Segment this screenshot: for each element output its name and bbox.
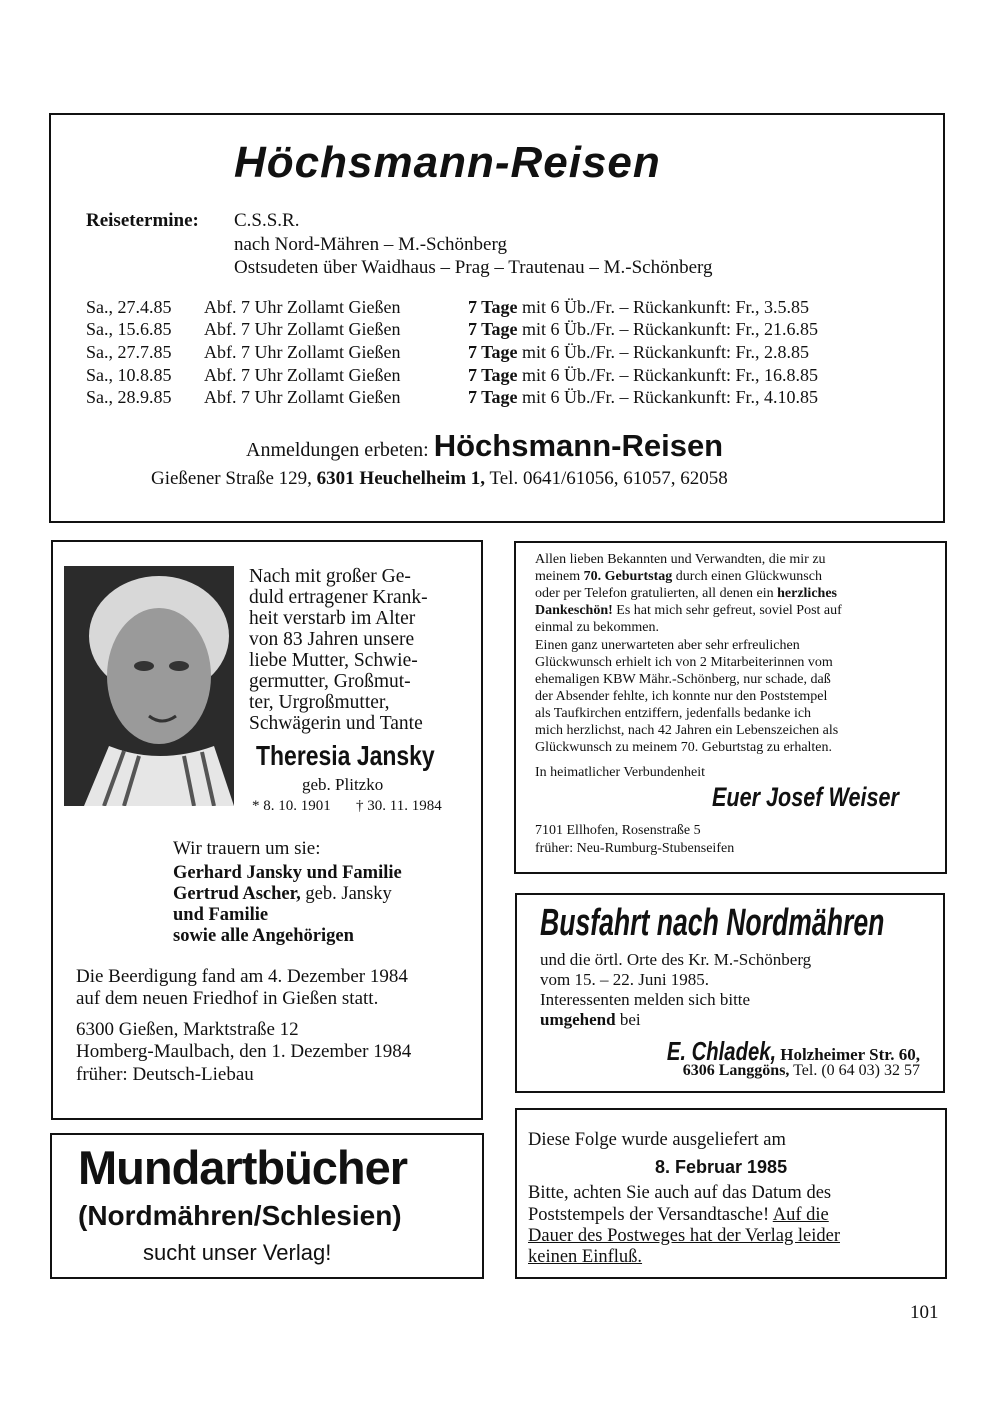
trip-duration-cell — [468, 386, 818, 409]
thanks-former-address: früher: Neu-Rumburg-Stubenseifen — [535, 841, 735, 856]
travel-dates-label: Reisetermine: — [86, 210, 199, 231]
trip-row — [86, 319, 818, 342]
route-line: C.S.S.R. — [234, 210, 300, 231]
death-date: † 30. 11. 1984 — [356, 798, 442, 814]
bus-contact-city — [683, 1062, 920, 1080]
obituary-text-line: duld ertragener Krank- — [249, 587, 428, 608]
trip-details: mit 6 Üb./Fr. – Rückankunft: Fr., 4.10.85 — [522, 387, 819, 408]
thanks-line: einmal zu bekommen. — [535, 620, 660, 635]
obituary-text-line: Nach mit großer Ge- — [249, 566, 411, 587]
mourner: sowie alle Angehörigen — [173, 926, 354, 946]
trip-row — [86, 341, 818, 364]
contact-name: E. Chladek, — [666, 1036, 776, 1066]
trip-duration-cell — [468, 364, 818, 387]
trip-date: Sa., 28.9.85 — [86, 387, 172, 408]
trip-date: Sa., 27.7.85 — [86, 341, 172, 362]
book-ad-subtitle: (Nordmähren/Schlesien) — [78, 1200, 402, 1231]
bus-line: Interessenten melden sich bitte — [540, 990, 751, 1009]
contact-phone: Tel. (0 64 03) 32 57 — [793, 1062, 920, 1079]
obituary-text-line: ter, Urgroßmutter, — [249, 692, 390, 713]
book-ad-title: Mundartbücher — [78, 1141, 408, 1194]
delivery-line-text: Poststempels der Versandtasche! — [528, 1205, 770, 1225]
delivery-line-underlined: Auf die — [772, 1205, 829, 1225]
trip-duration: 7 Tage — [468, 364, 518, 385]
trip-row — [86, 296, 818, 319]
thanks-line: Glückwunsch zu meinem 70. Geburtstag zu erhalten. — [535, 740, 833, 755]
registration-line — [246, 428, 723, 464]
deceased-name: Theresia Jansky — [256, 740, 435, 771]
obituary-text-line: germutter, Großmut- — [249, 671, 411, 692]
thanks-line: Glückwunsch erhielt ich von 2 Mitarbeiterinnen vom — [535, 655, 833, 670]
maiden-name: geb. Plitzko — [302, 775, 384, 794]
delivery-line: keinen Einfluß. — [528, 1247, 643, 1267]
page-number: 101 — [910, 1302, 939, 1323]
thanks-line: als Taufkirchen entziffern, jedenfalls bedanke ich — [535, 706, 812, 721]
address-street: Gießener Straße 129, — [151, 468, 312, 489]
thanks-closing: In heimatlicher Verbundenheit — [535, 765, 706, 780]
trip-details: mit 6 Üb./Fr. – Rückankunft: Fr., 2.8.85 — [522, 341, 810, 362]
trip-departure: Abf. 7 Uhr Zollamt Gießen — [204, 319, 401, 340]
delivery-line: Bitte, achten Sie auch auf das Datum des — [528, 1183, 832, 1203]
thanks-line: ehemaligen KBW Mähr.-Schönberg, nur schade, daß — [535, 672, 831, 687]
thanks-line: mich herzlichst, nach 42 Jahren ein Lebenszeichen als — [535, 723, 839, 738]
delivery-date: 8. Februar 1985 — [655, 1157, 788, 1177]
thanks-signature: Euer Josef Weiser — [712, 782, 899, 812]
portrait-photo — [64, 566, 234, 806]
birth-date: * 8. 10. 1901 — [252, 798, 331, 814]
mourner: Gerhard Jansky und Familie — [173, 863, 402, 883]
contact-city: 6306 Langgöns, — [682, 1062, 790, 1079]
trip-departure: Abf. 7 Uhr Zollamt Gießen — [204, 296, 401, 317]
address-phone: Tel. 0641/61056, 61057, 62058 — [489, 468, 728, 489]
thanks-line: meinem 70. Geburtstag durch einen Glückwunsch — [535, 569, 822, 584]
trip-duration: 7 Tage — [468, 341, 518, 362]
bus-line: und die örtl. Orte des Kr. M.-Schönberg — [540, 950, 812, 969]
trip-duration: 7 Tage — [468, 319, 518, 340]
obituary-text-line: Schwägerin und Tante — [249, 713, 423, 734]
trip-row — [86, 364, 818, 387]
travel-address — [151, 468, 728, 490]
bus-line — [540, 1010, 641, 1030]
trip-date: Sa., 10.8.85 — [86, 364, 172, 385]
trip-date: Sa., 15.6.85 — [86, 319, 172, 340]
obituary-address: 6300 Gießen, Marktstraße 12 — [76, 1019, 299, 1040]
thanks-line: Dankeschön! Es hat mich sehr gefreut, soviel Post auf — [535, 603, 842, 618]
bus-trip-title: Busfahrt nach Nordmähren — [540, 902, 885, 944]
bus-urgent: umgehend — [540, 1010, 616, 1029]
bus-urgent-suffix: bei — [619, 1010, 641, 1029]
route-line: nach Nord-Mähren – M.-Schönberg — [234, 234, 507, 255]
thanks-line: Einen ganz unerwarteten aber sehr erfreulichen — [535, 638, 800, 653]
book-ad-tagline: sucht unser Verlag! — [143, 1240, 332, 1265]
obituary-text-line: liebe Mutter, Schwie- — [249, 650, 418, 671]
trip-duration: 7 Tage — [468, 387, 518, 408]
delivery-line: Dauer des Postweges hat der Verlag leider — [528, 1226, 840, 1246]
delivery-line: Diese Folge wurde ausgeliefert am — [528, 1130, 786, 1150]
funeral-line: Die Beerdigung fand am 4. Dezember 1984 — [76, 966, 408, 987]
address-city: 6301 Heuchelheim 1, — [316, 468, 486, 489]
trip-duration-cell — [468, 341, 818, 364]
travel-ad-title: Höchsmann-Reisen — [234, 138, 661, 187]
obituary-text-line: heit verstarb im Alter — [249, 608, 416, 629]
registration-label: Anmeldungen erbeten: — [246, 439, 429, 461]
mourner: Gertrud Ascher, geb. Jansky — [173, 884, 392, 904]
mourner: und Familie — [173, 905, 269, 925]
thanks-line: oder per Telefon gratulierten, all denen ein herzliches — [535, 586, 837, 601]
thanks-line: der Absender fehlte, ich konnte nur den Poststempel — [535, 689, 828, 704]
registration-brand: Höchsmann-Reisen — [433, 428, 724, 463]
obituary-text-line: von 83 Jahren unsere — [249, 629, 415, 650]
funeral-line: auf dem neuen Friedhof in Gießen statt. — [76, 988, 379, 1009]
trip-details: mit 6 Üb./Fr. – Rückankunft: Fr., 21.6.85 — [522, 319, 819, 340]
trip-departure: Abf. 7 Uhr Zollamt Gießen — [204, 387, 401, 408]
trip-schedule — [86, 296, 818, 409]
obituary-address: Homberg-Maulbach, den 1. Dezember 1984 — [76, 1041, 412, 1062]
thanks-line: Allen lieben Bekannten und Verwandten, die mir zu — [535, 552, 826, 567]
trip-details: mit 6 Üb./Fr. – Rückankunft: Fr., 3.5.85 — [522, 296, 810, 317]
trip-duration-cell — [468, 319, 818, 342]
route-line: Ostsudeten über Waidhaus – Prag – Trautenau – M.-Schönberg — [234, 257, 713, 278]
obituary-address: früher: Deutsch-Liebau — [76, 1064, 254, 1085]
trip-details: mit 6 Üb./Fr. – Rückankunft: Fr., 16.8.85 — [522, 364, 819, 385]
trip-row — [86, 386, 818, 409]
trip-date: Sa., 27.4.85 — [86, 296, 172, 317]
bus-line: vom 15. – 22. Juni 1985. — [540, 970, 710, 989]
delivery-line — [528, 1205, 829, 1226]
trip-duration-cell — [468, 296, 818, 319]
trip-duration: 7 Tage — [468, 296, 518, 317]
contact-street: Holzheimer Str. 60, — [780, 1045, 920, 1064]
mourners-intro: Wir trauern um sie: — [173, 838, 321, 859]
trip-departure: Abf. 7 Uhr Zollamt Gießen — [204, 364, 401, 385]
trip-departure: Abf. 7 Uhr Zollamt Gießen — [204, 341, 401, 362]
portrait-photo-image — [64, 566, 234, 806]
thanks-address: 7101 Ellhofen, Rosenstraße 5 — [535, 823, 701, 838]
